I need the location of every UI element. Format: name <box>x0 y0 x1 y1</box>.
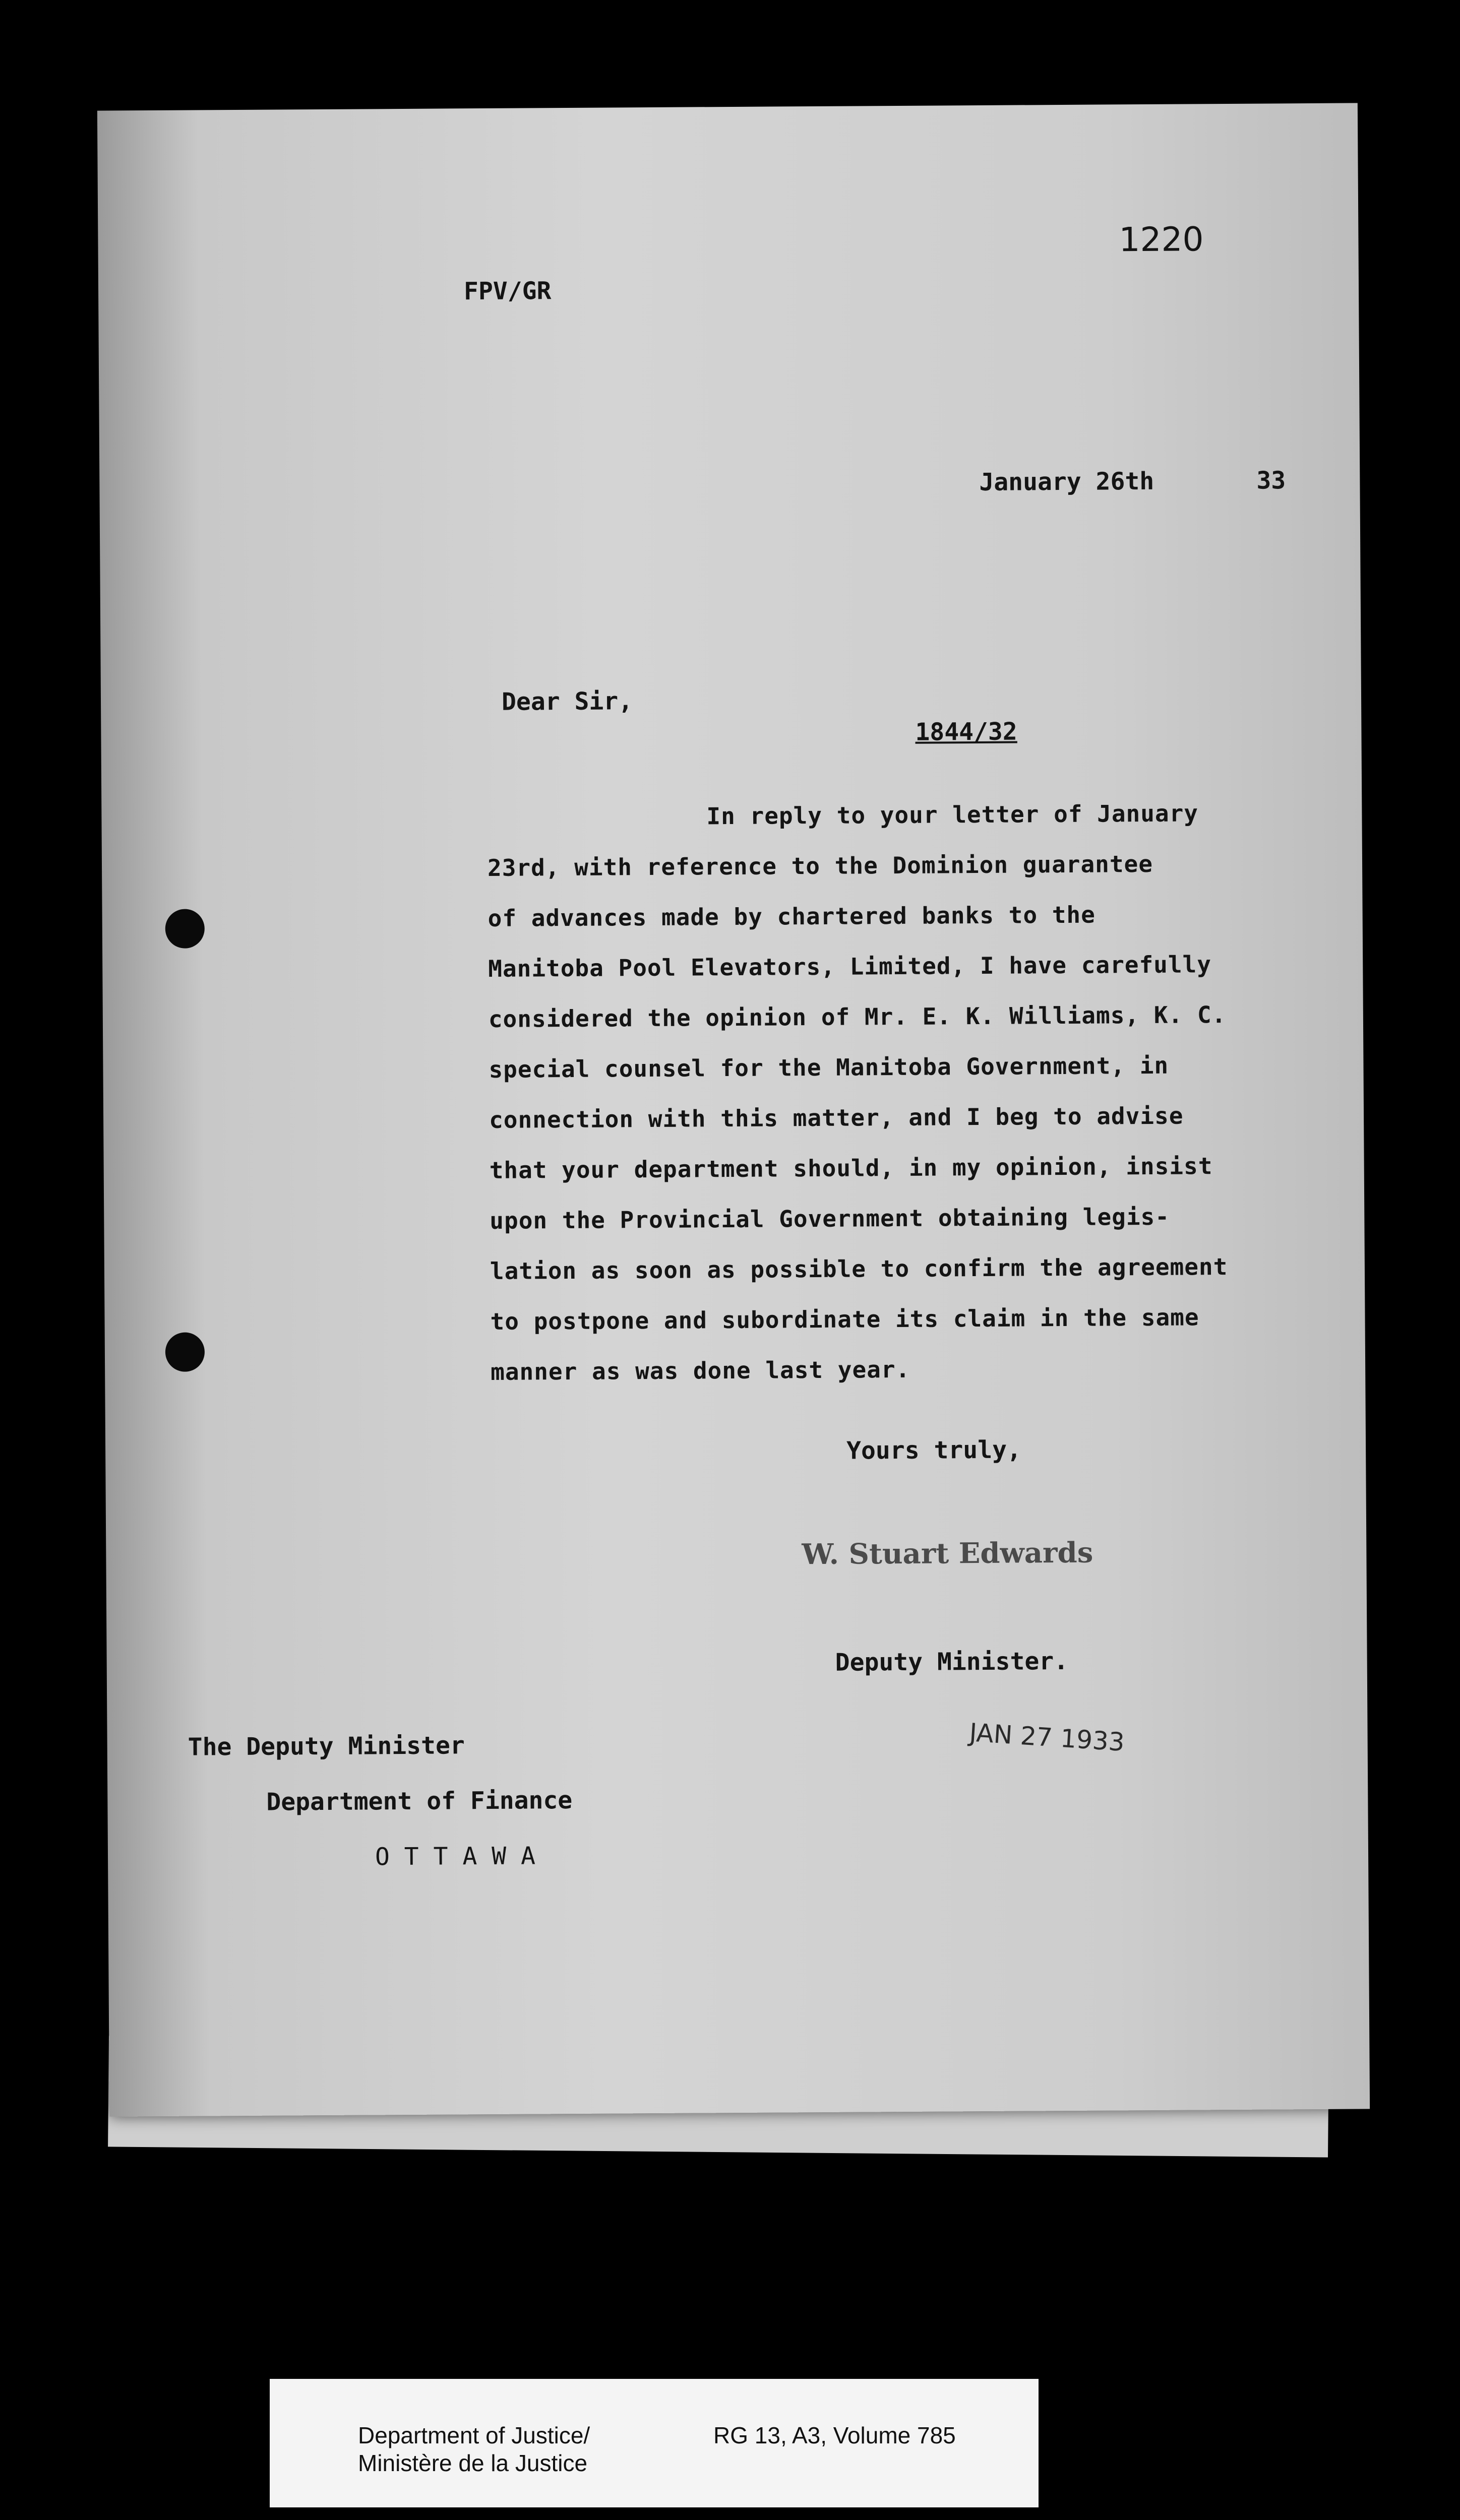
closing: Yours truly, <box>846 1435 1022 1465</box>
file-number: 1220 <box>1119 220 1204 260</box>
signature: W. Stuart Edwards <box>802 1536 1093 1571</box>
body-line: manner as was done last year. <box>491 1355 910 1385</box>
reference-number: 1844/32 <box>915 717 1017 746</box>
body-line: special counsel for the Manitoba Government, in <box>489 1051 1169 1083</box>
letter-date: January 26th <box>979 467 1154 496</box>
received-date-stamp: JAN 27 1933 <box>968 1718 1126 1757</box>
archive-reference: RG 13, A3, Volume 785 <box>713 2422 956 2448</box>
punch-hole <box>165 909 205 948</box>
body-line: In reply to your letter of January <box>706 799 1199 830</box>
initials: FPV/GR <box>463 277 552 306</box>
body-line: upon the Provincial Government obtaining legis- <box>490 1203 1170 1234</box>
archive-reference-label <box>270 2379 1039 2507</box>
salutation: Dear Sir, <box>501 687 633 716</box>
recipient-line: O T T A W A <box>375 1842 536 1871</box>
body-line: considered the opinion of Mr. E. K. Williams, K. C. <box>488 1001 1227 1033</box>
body-line: to postpone and subordinate its claim in the same <box>490 1303 1199 1335</box>
body-line: of advances made by chartered banks to the <box>488 901 1096 932</box>
punch-hole <box>165 1332 205 1371</box>
recipient-line: The Deputy Minister <box>188 1731 465 1761</box>
letter-page <box>97 103 1370 2116</box>
body-line: 23rd, with reference to the Dominion guarantee <box>487 850 1153 881</box>
department-en: Department of Justice/ <box>358 2422 590 2448</box>
body-line: that your department should, in my opinion, insist <box>489 1152 1213 1184</box>
body-line: Manitoba Pool Elevators, Limited, I have carefully <box>488 951 1212 982</box>
department-fr: Ministère de la Justice <box>358 2450 588 2476</box>
body-line: lation as soon as possible to confirm the agreement <box>490 1253 1228 1285</box>
recipient-line: Department of Finance <box>266 1786 573 1816</box>
signer-title: Deputy Minister. <box>835 1647 1069 1677</box>
body-line: connection with this matter, and I beg to advise <box>489 1102 1184 1133</box>
letter-year: 33 <box>1256 466 1286 495</box>
